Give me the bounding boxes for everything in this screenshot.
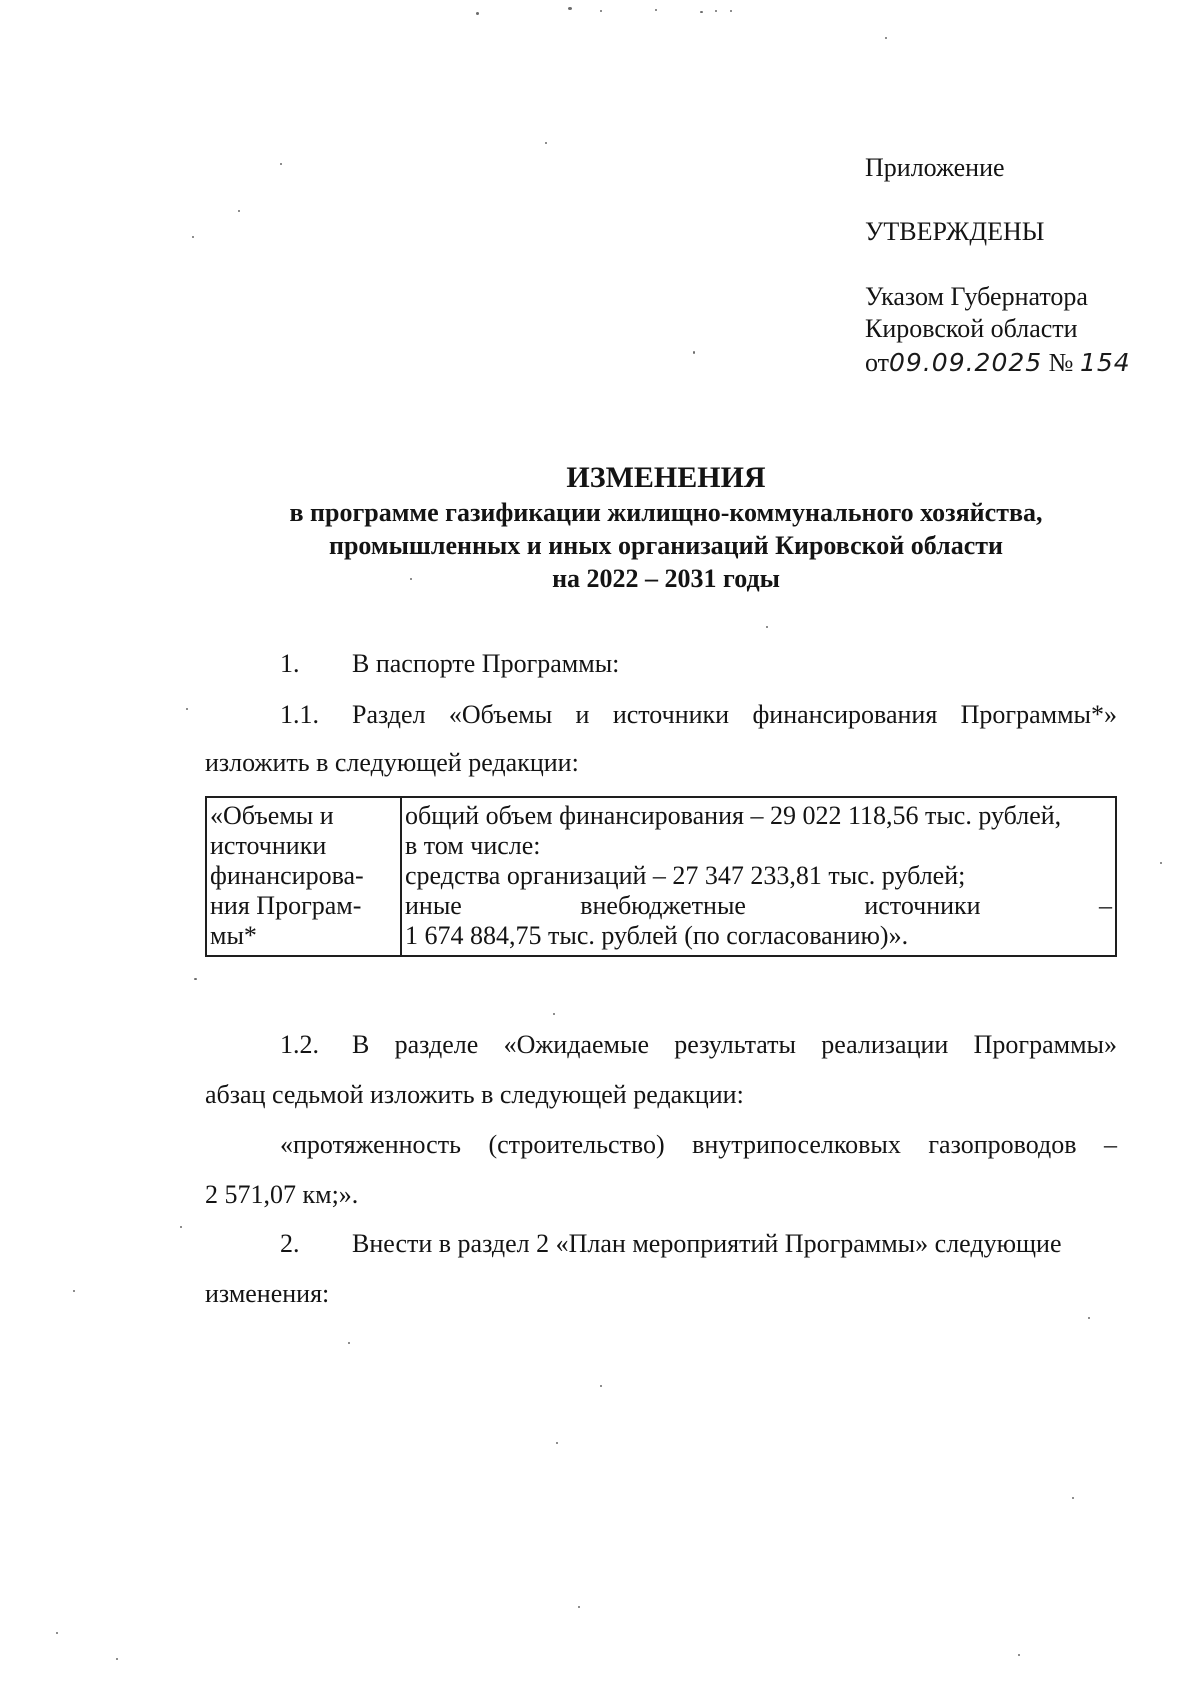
label-line: источники <box>210 831 327 860</box>
title-line-2: промышленных и иных организаций Кировской области <box>328 531 1004 560</box>
table-row <box>206 797 1116 956</box>
label-line: ния Програм- <box>210 891 362 920</box>
table-label-cell <box>206 797 401 956</box>
including-line: в том числе: <box>405 831 541 860</box>
item-2-text: Внести в раздел 2 «План мероприятий Программы» следующие <box>352 1229 1062 1258</box>
item-1-number: 1. <box>280 649 300 678</box>
item-1-1-text <box>352 700 1117 730</box>
item-1-2-continuation: абзац седьмой изложить в следующей редакции: <box>205 1080 744 1109</box>
decree-line-1: Указом Губернатора <box>865 282 1088 311</box>
word: иные <box>405 891 462 920</box>
decree-date-line <box>865 348 1131 378</box>
label-line: мы* <box>210 921 257 950</box>
word: результаты <box>674 1030 796 1059</box>
word: Программы» <box>973 1030 1117 1059</box>
word: Раздел <box>352 700 426 729</box>
word: (строительство) <box>488 1130 665 1159</box>
other-sources-line <box>405 891 1112 921</box>
handwritten-date: 09.09.2025 <box>889 348 1043 377</box>
word: внебюджетные <box>580 891 746 920</box>
word: газопроводов <box>928 1130 1077 1159</box>
word: финансирования <box>752 700 938 729</box>
total-funding-line: общий объем финансирования – 29 022 118,56 тыс. рублей, <box>405 801 1062 830</box>
word: «протяженность <box>280 1130 461 1159</box>
word: – <box>1098 891 1112 920</box>
word: источники <box>612 700 730 729</box>
number-prefix: № <box>1048 348 1074 377</box>
date-prefix: от <box>865 348 890 377</box>
quoted-text <box>280 1130 1117 1160</box>
organizations-funding-line: средства организаций – 27 347 233,81 тыс. рублей; <box>405 861 966 890</box>
word: В <box>352 1030 370 1059</box>
word: и <box>575 700 590 729</box>
approved-label: УТВЕРЖДЕНЫ <box>865 217 1045 246</box>
table-value-cell <box>401 797 1116 956</box>
word: разделе <box>394 1030 479 1059</box>
financing-table <box>205 796 1117 957</box>
decree-line-2: Кировской области <box>865 314 1078 343</box>
item-2-number: 2. <box>280 1229 300 1258</box>
label-line: «Объемы и <box>210 801 334 830</box>
item-1-1-continuation: изложить в следующей редакции: <box>205 748 579 777</box>
word: внутрипоселковых <box>692 1130 901 1159</box>
item-1-2-text <box>352 1030 1117 1060</box>
handwritten-number: 154 <box>1079 348 1131 377</box>
quoted-text-continuation: 2 571,07 км;». <box>205 1180 359 1209</box>
word: «Объемы <box>448 700 553 729</box>
word: Программы*» <box>960 700 1117 729</box>
word: – <box>1103 1130 1117 1159</box>
word: «Ожидаемые <box>503 1030 649 1059</box>
other-sources-amount-line: 1 674 884,75 тыс. рублей (по согласованию)». <box>405 921 909 950</box>
label-line: финансирова- <box>210 861 364 890</box>
appendix-label: Приложение <box>865 153 1005 182</box>
word: реализации <box>821 1030 949 1059</box>
item-1-2-number: 1.2. <box>280 1030 319 1059</box>
item-2-continuation: изменения: <box>205 1279 330 1308</box>
item-1-1-number: 1.1. <box>280 700 319 729</box>
item-1-text: В паспорте Программы: <box>352 649 620 678</box>
title-line-1: в программе газификации жилищно-коммунального хозяйства, <box>289 498 1043 527</box>
title-line-3: на 2022 – 2031 годы <box>552 564 780 593</box>
document-title: ИЗМЕНЕНИЯ <box>566 461 766 494</box>
word: источники <box>864 891 981 920</box>
